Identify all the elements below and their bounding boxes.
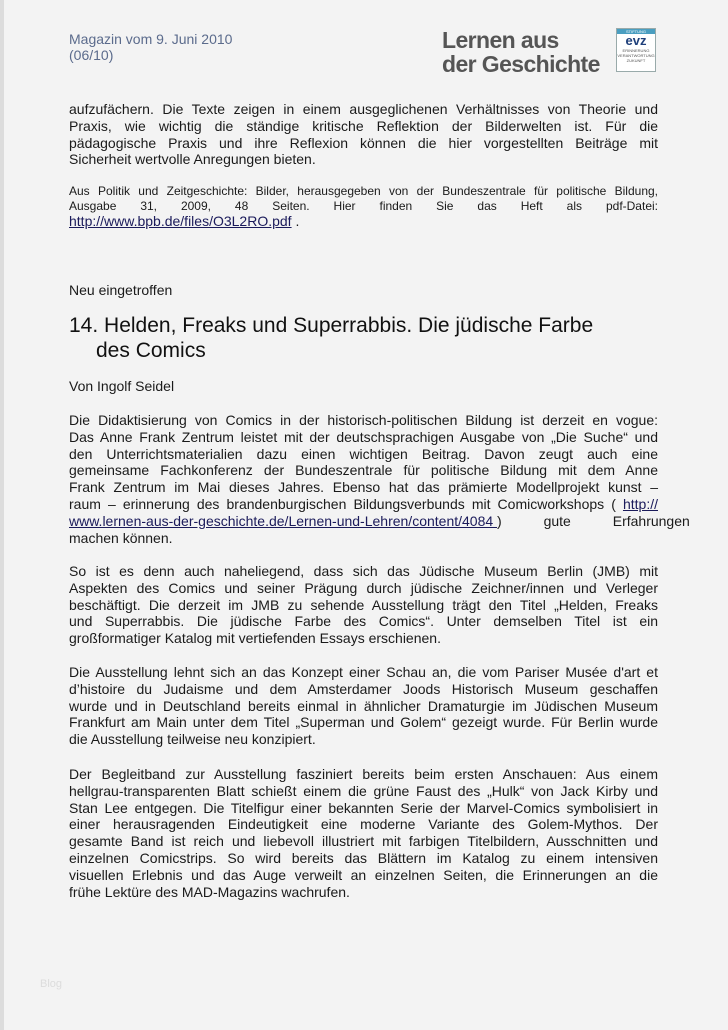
lernen-link-part2[interactable]: www.lernen-aus-der-geschichte.de/Lernen-und-Lehren/content/4084 bbox=[69, 512, 498, 529]
text-line: gemeinsame Fachkonferenz der Bundeszentrale für politische Bildung mit dem Anne bbox=[69, 462, 658, 479]
text-line: Die Ausstellung lehnt sich an das Konzept einer Schau an, die vom Pariser Musée d'art et bbox=[69, 664, 658, 680]
text-line: den Unterrichtsmaterialien dazu einen wichtigen Beitrag. Davon zeugt auch eine bbox=[69, 445, 658, 462]
text-line: Aspekten des Comics und seiner Prägung durch jüdische Zeichner/innen und Verleger bbox=[69, 579, 658, 596]
source-link-line bbox=[69, 214, 658, 231]
text-line: die Ausstellung teilweise neu konzipiert. bbox=[69, 731, 316, 748]
paragraph-ausstellung bbox=[69, 664, 658, 748]
text-line: frühe Lektüre des MAD-Magazins wachrufen. bbox=[69, 883, 350, 900]
text-line: Die Didaktisierung von Comics in der historisch-politischen Bildung ist derzeit en vogue: bbox=[69, 412, 658, 428]
text-line bbox=[69, 512, 690, 530]
text: raum – erinnerung des brandenburgischen Bildungsverbunds mit Comicworkshops ( bbox=[69, 495, 623, 512]
text-line: Praxis, wie wichtig die ständige kritische Reflektion der Bilderwelten ist. Für die bbox=[69, 117, 658, 134]
paragraph-intro bbox=[69, 101, 658, 168]
text-line: und Superrabbis. Die jüdische Farbe des Comics“. Unter demselben Titel ist ein bbox=[69, 613, 658, 630]
text-line: Sicherheit wertvolle Anregungen bieten. bbox=[69, 151, 316, 168]
article-title: 14. Helden, Freaks und Superrabbis. Die jüdische Farbe bbox=[69, 314, 594, 337]
article-title-cont: des Comics bbox=[96, 339, 206, 362]
evz-logo bbox=[616, 28, 656, 72]
author: Von Ingolf Seidel bbox=[69, 378, 175, 394]
magazine-date: Magazin vom 9. Juni 2010 bbox=[69, 31, 233, 47]
text-line: großformatiger Katalog mit vertiefenden Essays erschienen. bbox=[69, 630, 441, 647]
pdf-link[interactable]: http://www.bpb.de/files/O3L2RO.pdf bbox=[69, 213, 292, 229]
text-line: Der Begleitband zur Ausstellung fasziniert bereits beim ersten Anschauen: Aus einem bbox=[69, 766, 658, 782]
text-line: gesamte Band ist reich und liebevoll illustriert mit farbigen Titelbildern, Ausschnitten und bbox=[69, 833, 658, 850]
lernen-link-part1[interactable]: http:// bbox=[622, 495, 658, 512]
text-line bbox=[69, 496, 658, 513]
magazine-issue: (06/10) bbox=[69, 47, 114, 63]
text-line: So ist es denn auch naheliegend, dass sich das Jüdische Museum Berlin (JMB) mit bbox=[69, 563, 658, 579]
text-line: pädagogische Praxis und ihre Reflexion können die hier vorgestellten Beiträge mit bbox=[69, 134, 658, 151]
text-line: beschäftigt. Die derzeit im JMB zu sehende Ausstellung trägt den Titel „Helden, Freaks bbox=[69, 596, 658, 613]
evz-sub: ERINNERUNG VERANTWORTUNG ZUKUNFT bbox=[617, 48, 655, 63]
text-line: hellgrau-transparenten Blatt schießt einem die grüne Faust des „Hulk“ von Jack Kirby und bbox=[69, 782, 658, 799]
evz-top: STIFTUNG bbox=[617, 29, 655, 34]
text-line: Das Anne Frank Zentrum leistet mit der deutschsprachigen Ausgabe von „Die Suche“ und bbox=[69, 428, 658, 445]
paragraph-jmb bbox=[69, 563, 658, 647]
text-line: Stan Lee entgegen. Die Titelfigur einer bekannten Serie der Marvel-Comics symbolisiert in bbox=[69, 799, 658, 816]
text-line: Frank Zentrum im Mai dieses Jahres. Ebenso hat das prämierte Modellprojekt kunst – bbox=[69, 479, 658, 496]
source-line: Ausgabe 31, 2009, 48 Seiten. Hier finden Sie das Heft als pdf-Datei: bbox=[69, 199, 658, 213]
text-line: visuellen Erlebnis und das Auge verweilt an einzelnen Seiten, die Erinnerungen an die bbox=[69, 866, 658, 883]
logo-lernen-aus-der-geschichte bbox=[442, 28, 600, 76]
evz-mark: evz bbox=[625, 33, 647, 48]
text-line: Frankfurt am Main unter dem Titel „Superman und Golem“ gezeigt wurde. Für Berlin wurde bbox=[69, 714, 658, 731]
logo-line-2: der Geschichte bbox=[442, 51, 600, 77]
text-line: einzelnen Comicstrips. So wird bereits das Blättern im Katalog zu einem intensiven bbox=[69, 849, 658, 866]
paragraph-didaktisierung bbox=[69, 412, 690, 546]
text-line: machen können. bbox=[69, 529, 173, 546]
text-line: d’histoire du Judaisme und dem Amsterdamer Joods Historisch Museum geschaffen bbox=[69, 680, 658, 697]
section-label: Neu eingetroffen bbox=[69, 282, 173, 298]
text-line: aufzufächern. Die Texte zeigen in einem ausgeglichenen Verhältnisses von Theorie und bbox=[69, 101, 658, 117]
logo-line-1: Lernen aus bbox=[442, 27, 559, 53]
text: ) gute Erfahrungen bbox=[497, 512, 690, 529]
text-line: wurde und in Deutschland bereits einmal in ähnlicher Dramaturgie im Jüdischen Museum bbox=[69, 697, 658, 714]
source-note bbox=[69, 184, 658, 231]
paragraph-begleitband bbox=[69, 766, 658, 900]
period: . bbox=[291, 213, 300, 229]
source-line: Aus Politik und Zeitgeschichte: Bilder, herausgegeben von der Bundeszentrale für politische Bildung, bbox=[69, 184, 658, 198]
watermark: Blog bbox=[40, 978, 63, 990]
text-line: einer herausragenden Eindeutigkeit eine moderne Variante des Golem-Mythos. Der bbox=[69, 816, 658, 833]
page-edge bbox=[0, 0, 4, 1030]
